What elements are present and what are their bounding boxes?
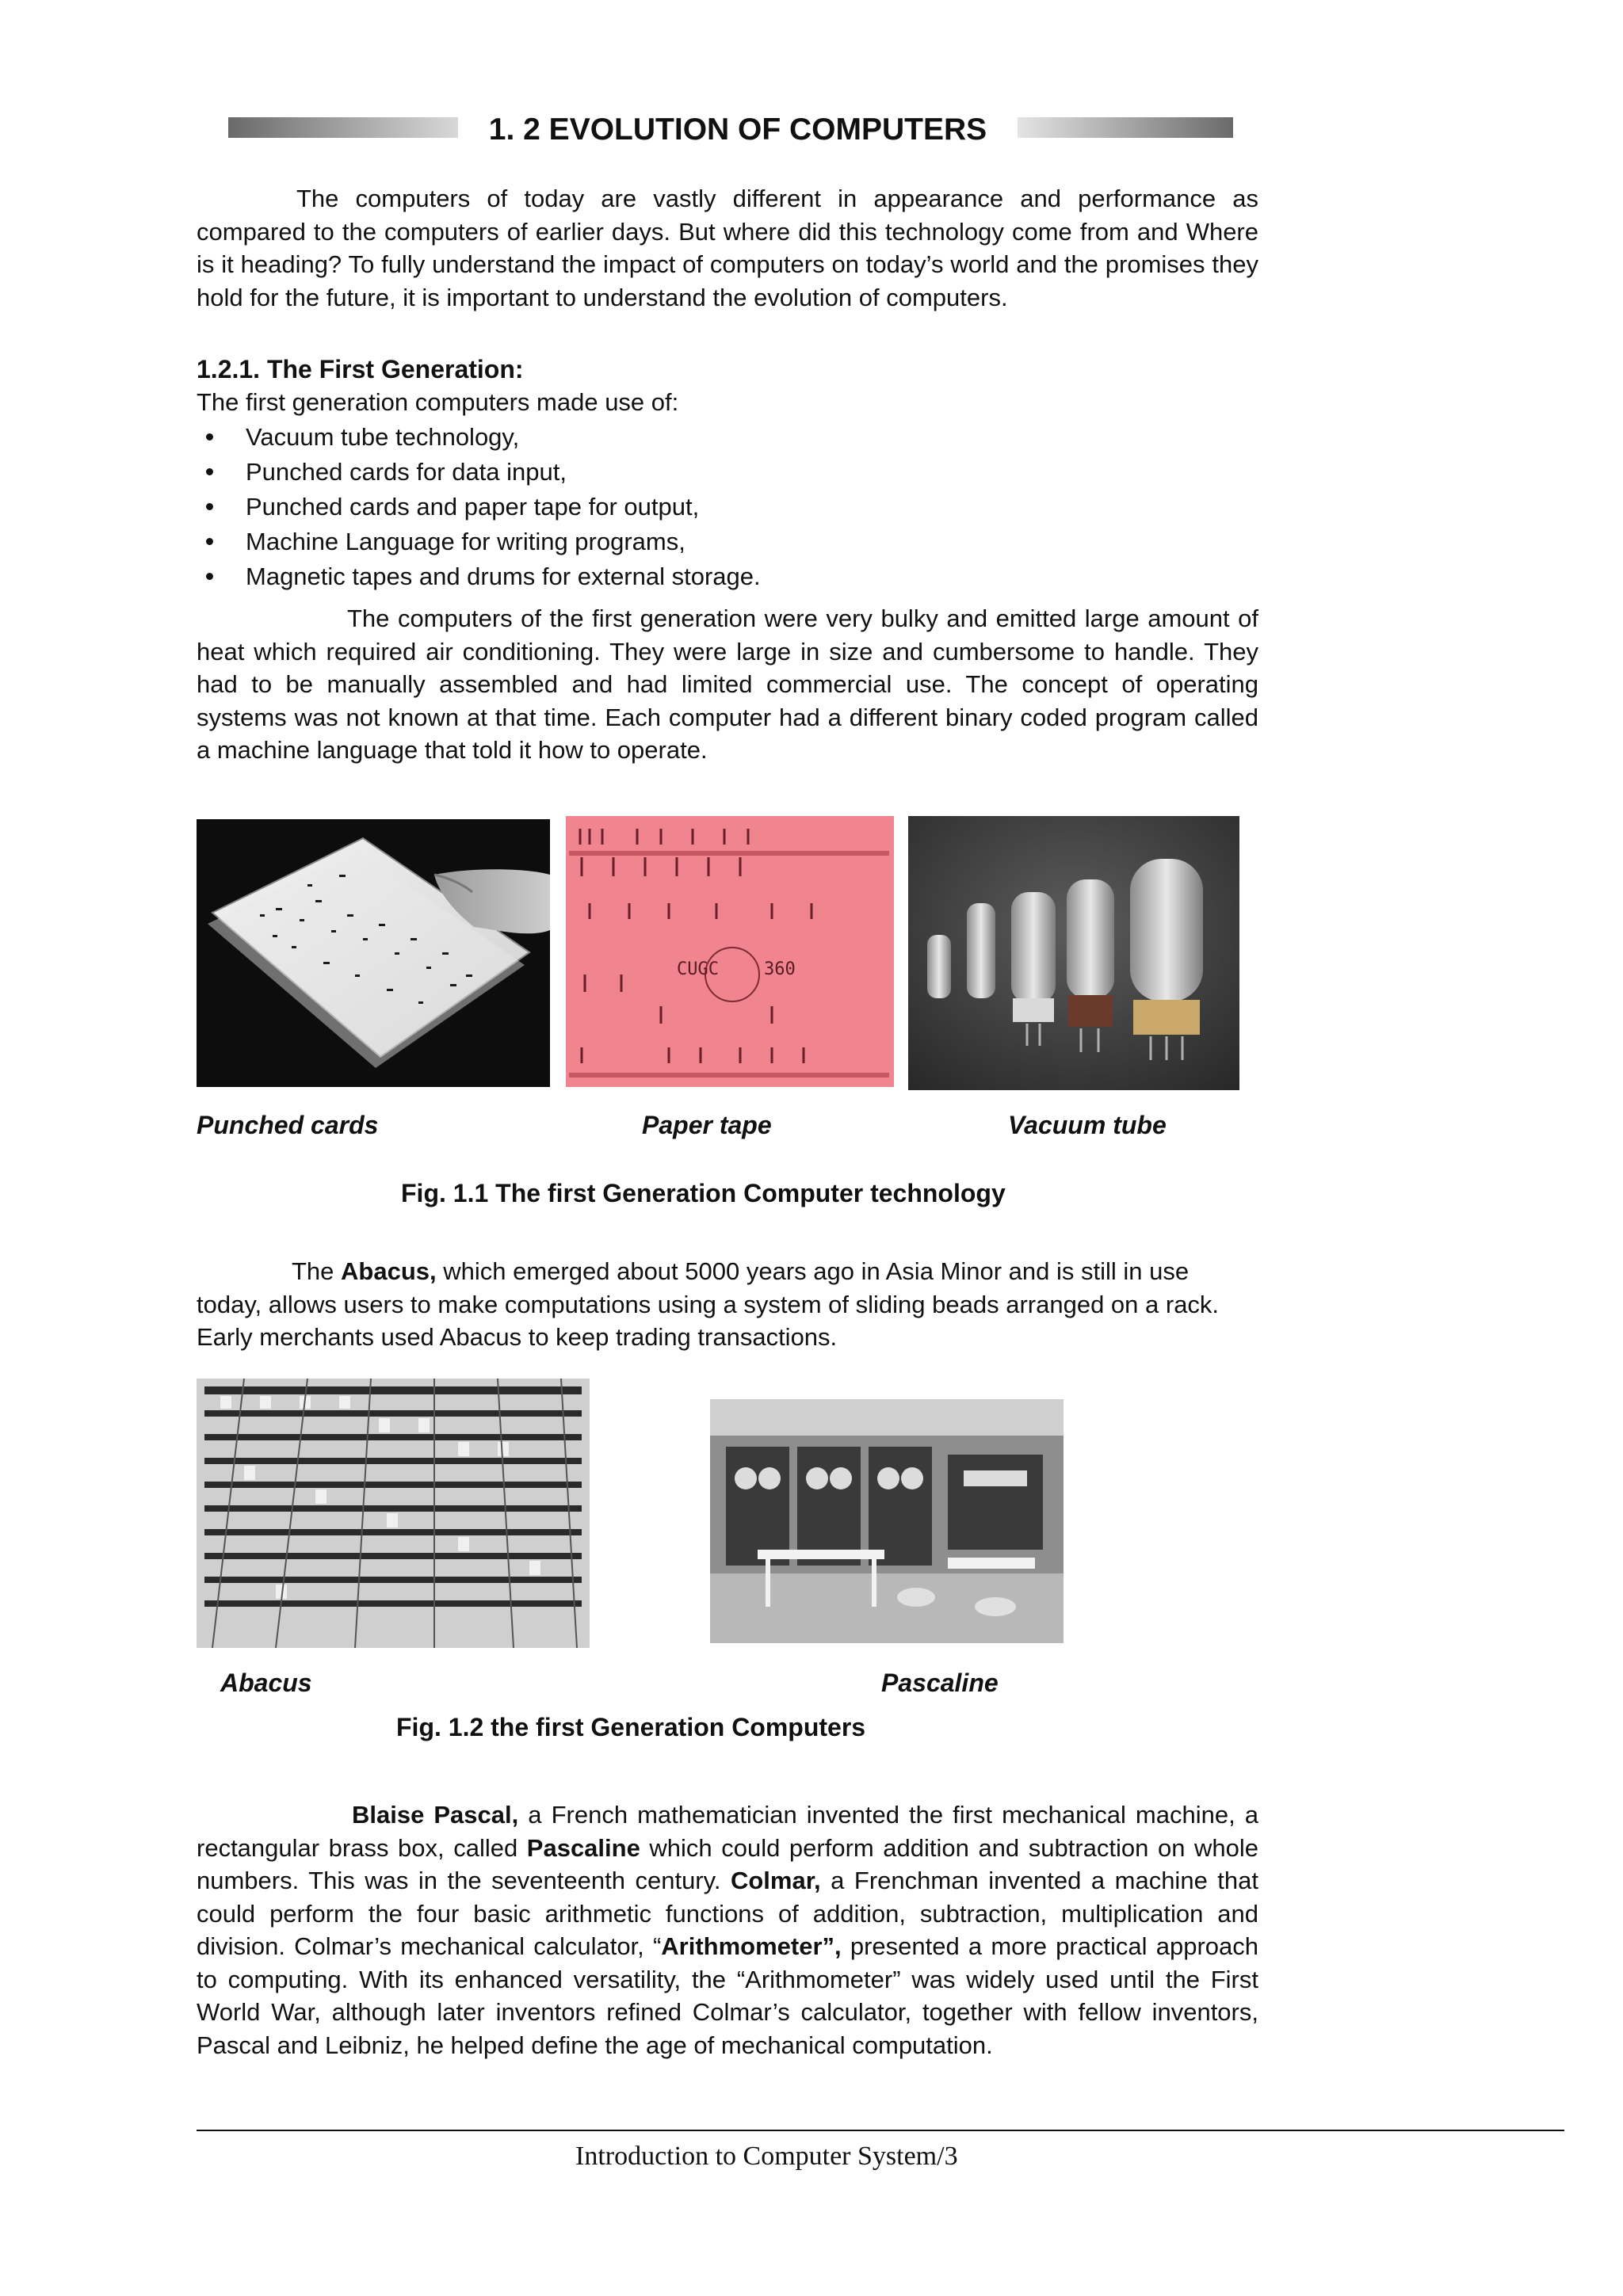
machinery-illustration bbox=[197, 1379, 590, 1648]
vacuum-tube-photo bbox=[908, 816, 1239, 1090]
first-gen-paragraph bbox=[197, 602, 1258, 767]
punched-cards-photo bbox=[197, 819, 550, 1087]
punched-cards-illustration bbox=[197, 819, 550, 1087]
card-stamp-label: CUGC bbox=[677, 959, 719, 979]
intro-text: The computers of today are vastly different in appearance and performance as compared to the computers of earlier days. But where did this technology come from and Where is it heading? To fully understand the impact of computers on today’s world and the promises they hold for the future, it is important to understand the evolution of computers. bbox=[197, 185, 1258, 311]
paper-tape-photo bbox=[566, 816, 894, 1087]
caption-punched-cards: Punched cards bbox=[197, 1111, 379, 1139]
abacus-photo bbox=[197, 1379, 590, 1648]
bullet-item: Punched cards for data input, bbox=[197, 455, 761, 490]
pascal-text-4: presented a more practical approach to computing. With its enhanced versatility, the “Arithmometer” was widely used until the First World War, although later inventors refined Colmar’s calculator, together with fellow inventors, Pascal and Leibniz, he helped define the age of mechanical computation. bbox=[197, 1932, 1259, 2059]
bullet-item: Magnetic tapes and drums for external storage. bbox=[197, 559, 761, 594]
caption-pascaline: Pascaline bbox=[881, 1669, 999, 1697]
pascaline-photo bbox=[710, 1399, 1064, 1643]
footer-rule bbox=[197, 2130, 1564, 2131]
heading-bar-right bbox=[1018, 117, 1233, 138]
caption-vacuum-tube: Vacuum tube bbox=[1008, 1111, 1167, 1139]
figure-1-1-caption: Fig. 1.1 The first Generation Computer technology bbox=[401, 1179, 1006, 1207]
paper-tape-illustration bbox=[566, 816, 894, 1087]
bullet-item: Vacuum tube technology, bbox=[197, 420, 761, 455]
figure-1-2-caption: Fig. 1.2 the first Generation Computers bbox=[396, 1713, 866, 1741]
section-title: 1. 2 EVOLUTION OF COMPUTERS bbox=[488, 113, 987, 147]
pascaline-term: Pascaline bbox=[526, 1833, 640, 1862]
caption-paper-tape: Paper tape bbox=[642, 1111, 772, 1139]
bullet-item: Punched cards and paper tape for output, bbox=[197, 490, 761, 524]
first-gen-lead: The first generation computers made use of: bbox=[197, 388, 679, 416]
bullet-item: Machine Language for writing programs, bbox=[197, 524, 761, 559]
abacus-term: Abacus, bbox=[341, 1257, 437, 1285]
caption-abacus: Abacus bbox=[220, 1669, 312, 1697]
pascal-text-3: a Frenchman invented a machine that could perform the four basic arithmetic functions of addition, subtraction, multiplication and division. Colmar’s mechanical calculator, “ bbox=[197, 1867, 1259, 1960]
abacus-text: which emerged about 5000 years ago in Asia Minor and is still in use today, allows users to make computations using a system of sliding beads arranged on a rack. Early merchants used Abacus to keep trading transactions. bbox=[197, 1257, 1220, 1351]
intro-paragraph bbox=[197, 182, 1258, 314]
colmar-name: Colmar, bbox=[730, 1867, 821, 1894]
pascal-name: Blaise Pascal, bbox=[352, 1801, 519, 1829]
vacuum-tubes-illustration bbox=[908, 816, 1239, 1090]
card-stamp-number: 360 bbox=[764, 959, 796, 979]
abacus-paragraph bbox=[197, 1255, 1258, 1354]
heading-bar-left bbox=[228, 117, 458, 138]
first-gen-text: The computers of the first generation were very bulky and emitted large amount of heat which required air conditioning. They were large in size and cumbersome to handle. They had to be manually assembled and had limited commercial use. The concept of operating systems was not known at that time. Each computer had a different binary coded program called a machine language that told it how to operate. bbox=[197, 605, 1258, 764]
pascal-paragraph bbox=[197, 1798, 1258, 2061]
computer-room-illustration bbox=[710, 1399, 1064, 1643]
page-footer: Introduction to Computer System/3 bbox=[575, 2142, 958, 2171]
pascal-text-1: a French mathematician invented the first mechanical machine, a rectangular brass box, called bbox=[197, 1801, 1258, 1862]
pascal-text-2: which could perform addition and subtraction on whole numbers. This was in the seventeenth century. bbox=[197, 1833, 1258, 1894]
subsection-heading: 1.2.1. The First Generation: bbox=[197, 355, 524, 383]
first-gen-bullet-list bbox=[197, 420, 761, 594]
arithmometer-term: Arithmometer”, bbox=[661, 1932, 842, 1960]
abacus-lead: The bbox=[292, 1257, 342, 1285]
